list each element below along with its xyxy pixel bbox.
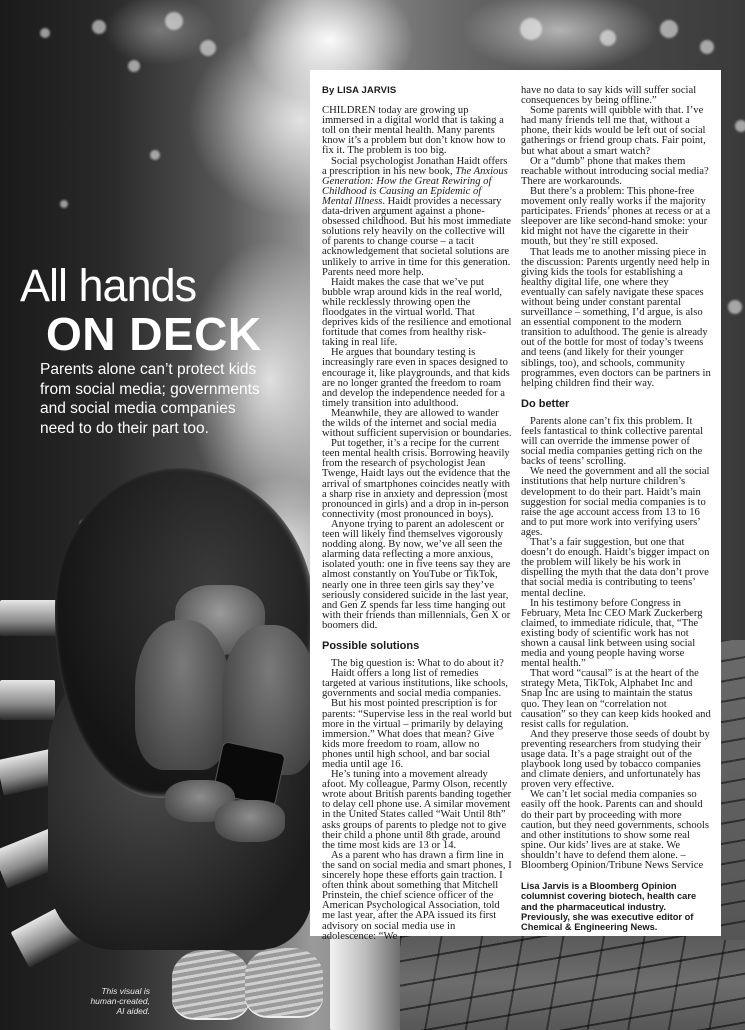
bokeh-light bbox=[92, 20, 106, 34]
bokeh-light bbox=[128, 60, 140, 72]
bench-arm bbox=[330, 936, 400, 1030]
paragraph: As a parent who has drawn a firm line in the sand on social media and smart phones, I sincerely hope these efforts gain traction. I often think about something that Mitchell Prinstein, the chief science officer of the American Psychological Association, told me last year, after the APA issued its first advisory on social media use in adolescence: “We bbox=[322, 849, 512, 942]
article-column-2 bbox=[521, 86, 711, 936]
paragraph: We can’t let social media companies so easily off the hook. Parents can and should do their part by proceeding with more caution, but they need governments, schools and other institutions to show some real spine. Our kids’ lives are at stake. We shouldn’t have to defend them alone. – Bloomberg Opinion/Tribune News Service bbox=[521, 789, 709, 872]
paragraph: The big question is: What to do about it? bbox=[331, 658, 504, 670]
paragraph: But there’s a problem: This phone-free movement only really works if the majority participates. Friends’ phones at recess or at a sleepover are like second-hand smoke: your kid might not have the cigarette in their mouth, but they’re still exposed. bbox=[521, 185, 711, 248]
paragraph: Haidt makes the case that we’ve put bubble wrap around kids in the real world, while recklessly throwing open the floodgates in the virtual world. That deprives kids of the resilience and emotional fortitude that comes from healthy risk-taking in real life. bbox=[322, 276, 512, 349]
paragraph bbox=[322, 157, 512, 278]
bokeh-light bbox=[60, 200, 68, 208]
bokeh-light bbox=[150, 150, 160, 160]
cobblestone-ground-edge bbox=[721, 640, 745, 940]
paragraph: Parents alone can’t fix this problem. It feels fantastical to think collective parental will can override the immense power of social media companies getting rich on the backs of teens’ scrolling. bbox=[521, 415, 704, 468]
paragraph: In his testimony before Congress in February, Meta Inc CEO Mark Zuckerberg claimed, to immediate ridicule, that, “The existing body of scientific work has not shown a causal link between using social media and young people having worse mental health.” bbox=[521, 597, 703, 670]
subhead-possible-solutions: Possible solutions bbox=[322, 639, 420, 652]
paragraph-text: . Haidt provides a necessary data-driven argument against a phone-obsessed childhood. But his most immediate solutions rely heavily on the collective will of parents to change course – a tacit acknowledgement that societal solutions are unlikely to arrive in time for this generation. Parents need more help. bbox=[322, 195, 511, 278]
sneaker-right bbox=[245, 948, 323, 1016]
sneaker-left bbox=[172, 950, 250, 1018]
paragraph: And they preserve those seeds of doubt by preventing researchers from studying their usage data. It’s a page straight out of the playbook long used by tobacco companies and climate deniers, and unfortunately has proven very effective. bbox=[521, 728, 710, 791]
paragraph: He’s tuning into a movement already afoot. My colleague, Parmy Olson, recently wrote about British parents banding together to delay cell phone use. A similar movement in the United States called “Wait Until 8th” asks groups of parents to pledge not to give their child a phone until 8th grade, around the time most kids are 13 or 14. bbox=[322, 769, 512, 851]
headline-line-1: All hands bbox=[20, 260, 197, 311]
bench-slat bbox=[0, 680, 55, 720]
byline: By LISA JARVIS bbox=[322, 85, 397, 96]
image-credit: This visual is human-created, AI aided. bbox=[90, 986, 150, 1016]
book-title: The Anxious Generation: How the Great Rewiring of Childhood is Causing an Epidemic of Mental Illness bbox=[322, 165, 508, 207]
bokeh-light bbox=[700, 40, 714, 54]
article-column-1 bbox=[322, 85, 512, 942]
paragraph: Anyone trying to parent an adolescent or teen will likely find themselves vigorously nodding along. By now, we’ve all seen the alarming data reflecting a more anxious, isolated youth: one in five teens say they are almost constantly on YouTube or TikTok, nearly one in three teen girls say they’ve seriously considered suicide in the last year, and Gen Z spends far less time hanging out with their friends than millennials, Gen X or boomers did. bbox=[322, 518, 511, 631]
article-panel bbox=[310, 70, 721, 942]
paragraph-text: Social psychologist Jonathan Haidt offers a prescription in his new book, bbox=[322, 155, 508, 177]
headline bbox=[20, 262, 262, 358]
bokeh-light bbox=[40, 28, 50, 38]
bokeh-light bbox=[200, 40, 216, 56]
paragraph: Put together, it’s a recipe for the current teen mental health crisis. Borrowing heavily from the research of psychologist Jean Twenge, Haidt lays out the evidence that the arrival of smartphones coincides neatly with a sharp rise in anxiety and depression (most pronounced in girls) and a drop in in-person connectivity (most pronounced in boys). bbox=[322, 438, 511, 520]
paragraph: That word “causal” is at the heart of the strategy Meta, TikTok, Alphabet Inc and Snap Inc are using to maintain the status quo. They lean on “correlation not causation” so they can keep kids hooked and resist calls for regulation. bbox=[521, 668, 711, 730]
subhead-do-better: Do better bbox=[521, 397, 570, 410]
paragraph: Or a “dumb” phone that makes them reachable without introducing social media? There are workarounds. bbox=[521, 155, 709, 187]
paragraph: That leads me to another missing piece in the discussion: Parents urgently need help in giving kids the tools for establishing a healthy digital life, one where they eventually can safely navigate these spaces without being under constant parental surveillance – something, I’d argue, is also an essential component to the modern transition to adulthood. The genie is already out of the bottle for most of today’s tweens and teens (and likely for their younger siblings, too), and schools, community programmes, even doctors can be partners in helping children find their way. bbox=[521, 246, 711, 389]
paragraph: That’s a fair suggestion, but one that doesn’t do enough. Haidt’s bigger impact on the problem will likely be his work in dispelling the myth that the data don’t prove that social media is contributing to teens’ mental decline. bbox=[521, 537, 710, 599]
paragraph: Haidt offers a long list of remedies targeted at various institutions, like schools, governments and social media companies. bbox=[322, 668, 509, 700]
bokeh-light bbox=[735, 120, 745, 132]
bokeh-light bbox=[728, 300, 742, 314]
paragraph: But his most pointed prescription is for parents: “Supervise less in the real world but more in the virtual – primarily by delaying immersion.” What does that mean? Give kids more freedom to roam, allow no phones until high school, and bar social media until age 16. bbox=[322, 698, 512, 770]
bokeh-light bbox=[600, 30, 616, 46]
standfirst: Parents alone can’t protect kids from social media; governments and social media companies need to do their part too. bbox=[40, 361, 260, 437]
bokeh-light bbox=[165, 12, 183, 30]
author-bio: Lisa Jarvis is a Bloomberg Opinion columnist covering biotech, health care and the pharmaceutical industry. Previously, she was executive editor of Chemical & Engineering News. bbox=[521, 881, 697, 932]
bokeh-light bbox=[520, 18, 542, 40]
paragraph: We need the government and all the social institutions that help nurture children’s development to do their part. Haidt’s main suggestion for social media companies is to raise the age account access from 13 to 16 and to put more work into verifying users’ ages. bbox=[521, 466, 710, 538]
bokeh-light bbox=[660, 20, 678, 38]
paragraph: He argues that boundary testing is increasingly rare even in spaces designed to encourage it, like playgrounds, and that kids are no longer granted the freedom to roam and develop the independence needed for a timely transition into adulthood. bbox=[322, 347, 510, 409]
paragraph: Some parents will quibble with that. I’ve had many friends tell me that, without a phone, their kids would be left out of social gatherings or friend group chats. Fair point, but what about a smart watch? bbox=[521, 105, 706, 157]
paragraph: have no data to say kids will suffer social consequences by being offline.” bbox=[521, 85, 697, 107]
bench-slat bbox=[0, 600, 60, 636]
paragraph: CHILDREN today are growing up immersed in a digital world that is taking a toll on their mental health. Many parents know it’s a problem but don’t know how to fix it. The problem is too big. bbox=[322, 105, 506, 157]
headline-line-2: ON DECK bbox=[46, 308, 262, 360]
figure-knee-left bbox=[135, 620, 230, 770]
figure-hand-right bbox=[215, 800, 285, 842]
cobblestone-ground bbox=[400, 936, 745, 1030]
paragraph: Meanwhile, they are allowed to wander the wilds of the internet and social media without sufficient supervision or boundaries. bbox=[322, 407, 512, 440]
